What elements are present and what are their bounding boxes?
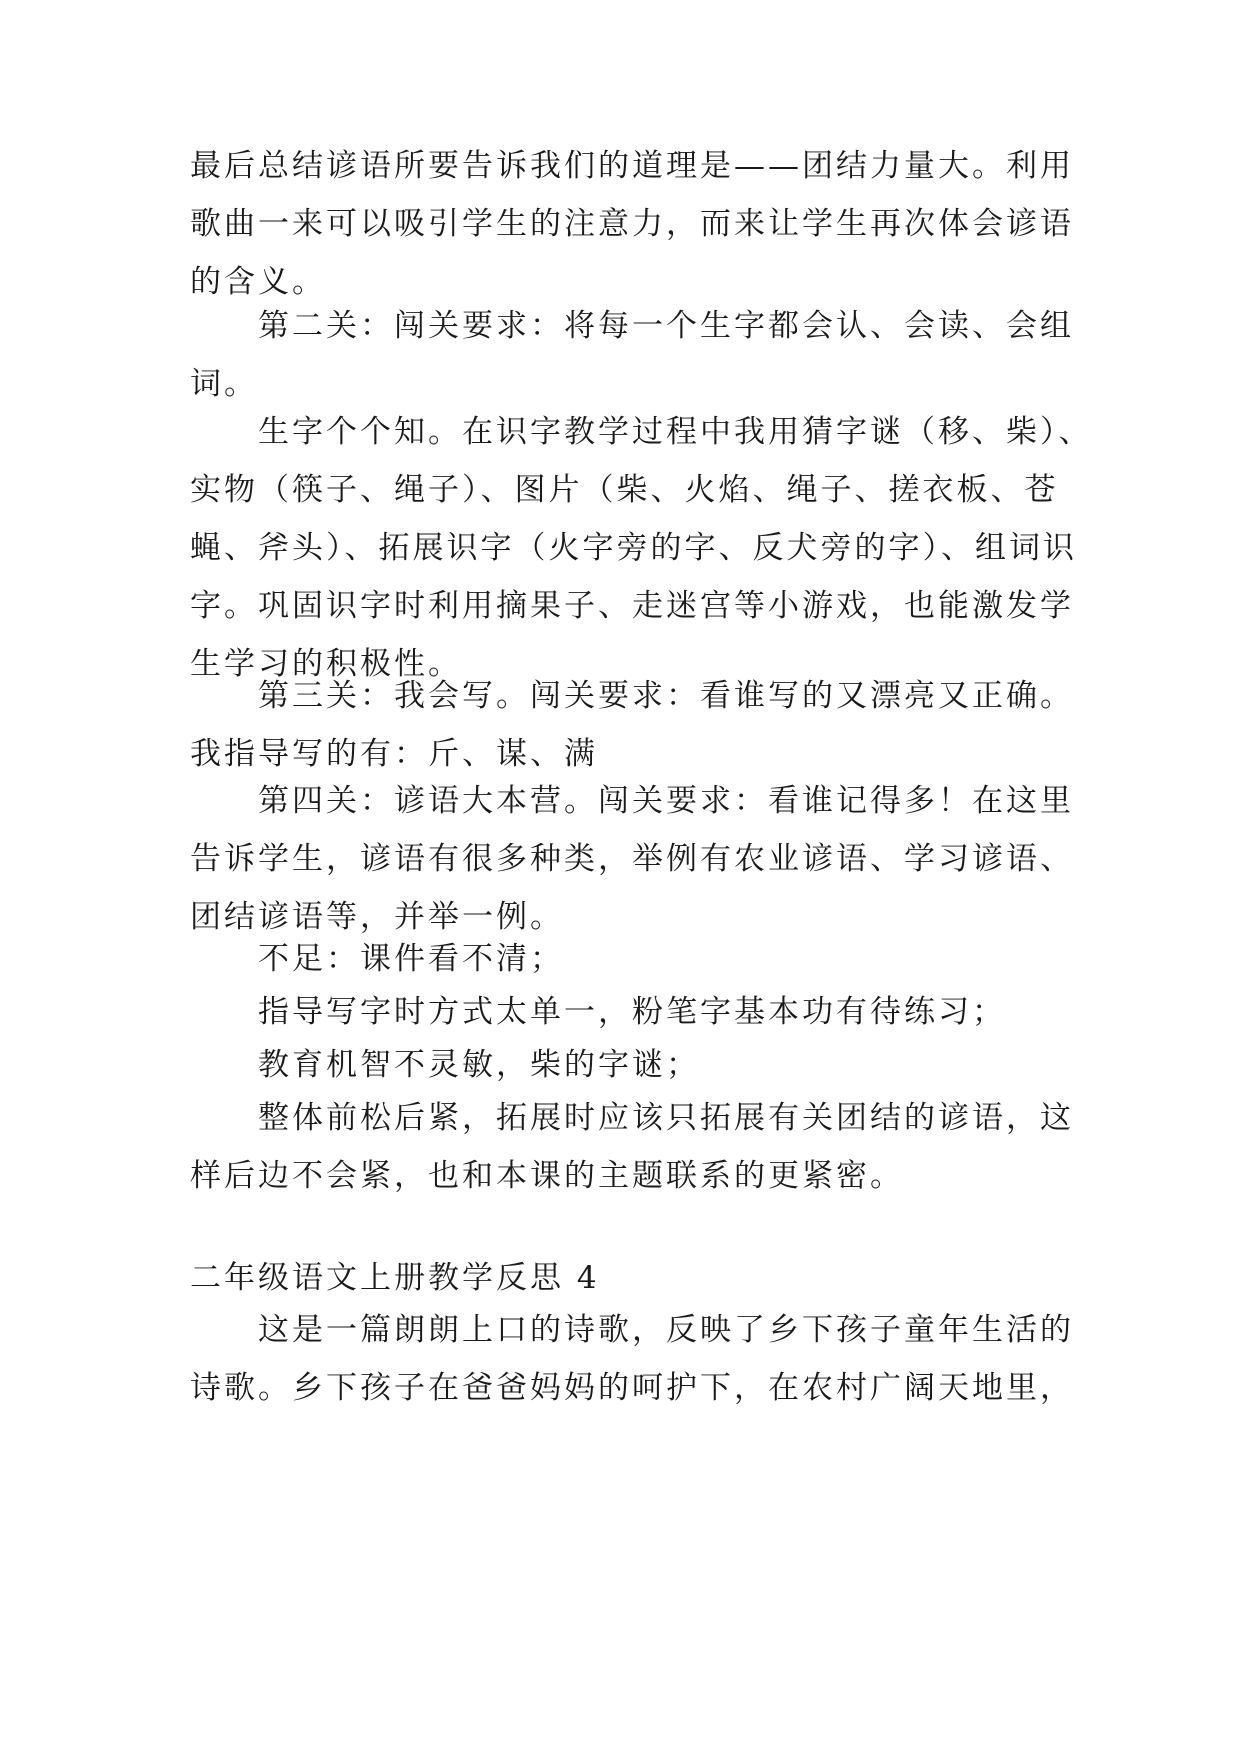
paragraph-line: 第二关：闯关要求：将每一个生字都会认、会读、会组 [258,308,1074,344]
paragraph-line: 告诉学生，谚语有很多种类，举例有农业谚语、学习谚语、 [190,841,1074,877]
paragraph-line: 的含义。 [190,264,326,300]
paragraph-level-two [190,297,1074,413]
paragraph-line: 这是一篇朗朗上口的诗歌，反映了乡下孩子童年生活的 [258,1312,1074,1348]
paragraph-writing-guidance [190,983,1052,1041]
paragraph-line: 不足：课件看不清； [258,941,564,977]
paragraph-line: 生学习的积极性。 [190,646,462,682]
paragraph-line: 第三关：我会写。闯关要求：看谁写的又漂亮又正确。 [258,678,1074,714]
paragraph-line: 第四关：谚语大本营。闯关要求：看谁记得多！在这里 [258,783,1074,819]
paragraph-poem-intro [190,1301,1074,1417]
paragraph-summary [190,137,1074,311]
paragraph-line: 样后边不会紧，也和本课的主题联系的更紧密。 [190,1158,904,1194]
paragraph-line: 生字个个知。在识字教学过程中我用猜字谜（移、柴）、 [258,414,1093,450]
paragraph-line: 蝇、斧头）、拓展识字（火字旁的字、反犬旁的字）、组词识 [190,530,1077,566]
paragraph-line: 指导写字时方式太单一，粉笔字基本功有待练习； [258,994,1006,1030]
paragraph-line: 诗歌。乡下孩子在爸爸妈妈的呵护下，在农村广阔天地里， [190,1370,1074,1406]
paragraph-overall [190,1089,1074,1205]
paragraph-shortcomings [190,930,1052,988]
paragraph-literacy [190,403,1093,693]
paragraph-level-three [190,667,1074,783]
paragraph-line: 歌曲一来可以吸引学生的注意力，而来让学生再次体会谚语 [190,206,1074,242]
paragraph-line: 教育机智不灵敏，柴的字谜； [258,1047,700,1083]
paragraph-line: 团结谚语等，并举一例。 [190,899,564,935]
paragraph-line: 词。 [190,366,258,402]
paragraph-teaching-wit [190,1036,1052,1094]
paragraph-line: 实物（筷子、绳子）、图片（柴、火焰、绳子、搓衣板、苍 [190,472,1059,508]
paragraph-level-four [190,772,1074,946]
paragraph-line: 最后总结谚语所要告诉我们的道理是——团结力量大。利用 [190,148,1074,184]
paragraph-line: 整体前松后紧，拓展时应该只拓展有关团结的谚语，这 [258,1100,1074,1136]
paragraph-line: 字。巩固识字时利用摘果子、走迷宫等小游戏，也能激发学 [190,588,1074,624]
section-title: 二年级语文上册教学反思 4 [190,1260,600,1296]
paragraph-line: 我指导写的有：斤、谋、满 [190,736,598,772]
